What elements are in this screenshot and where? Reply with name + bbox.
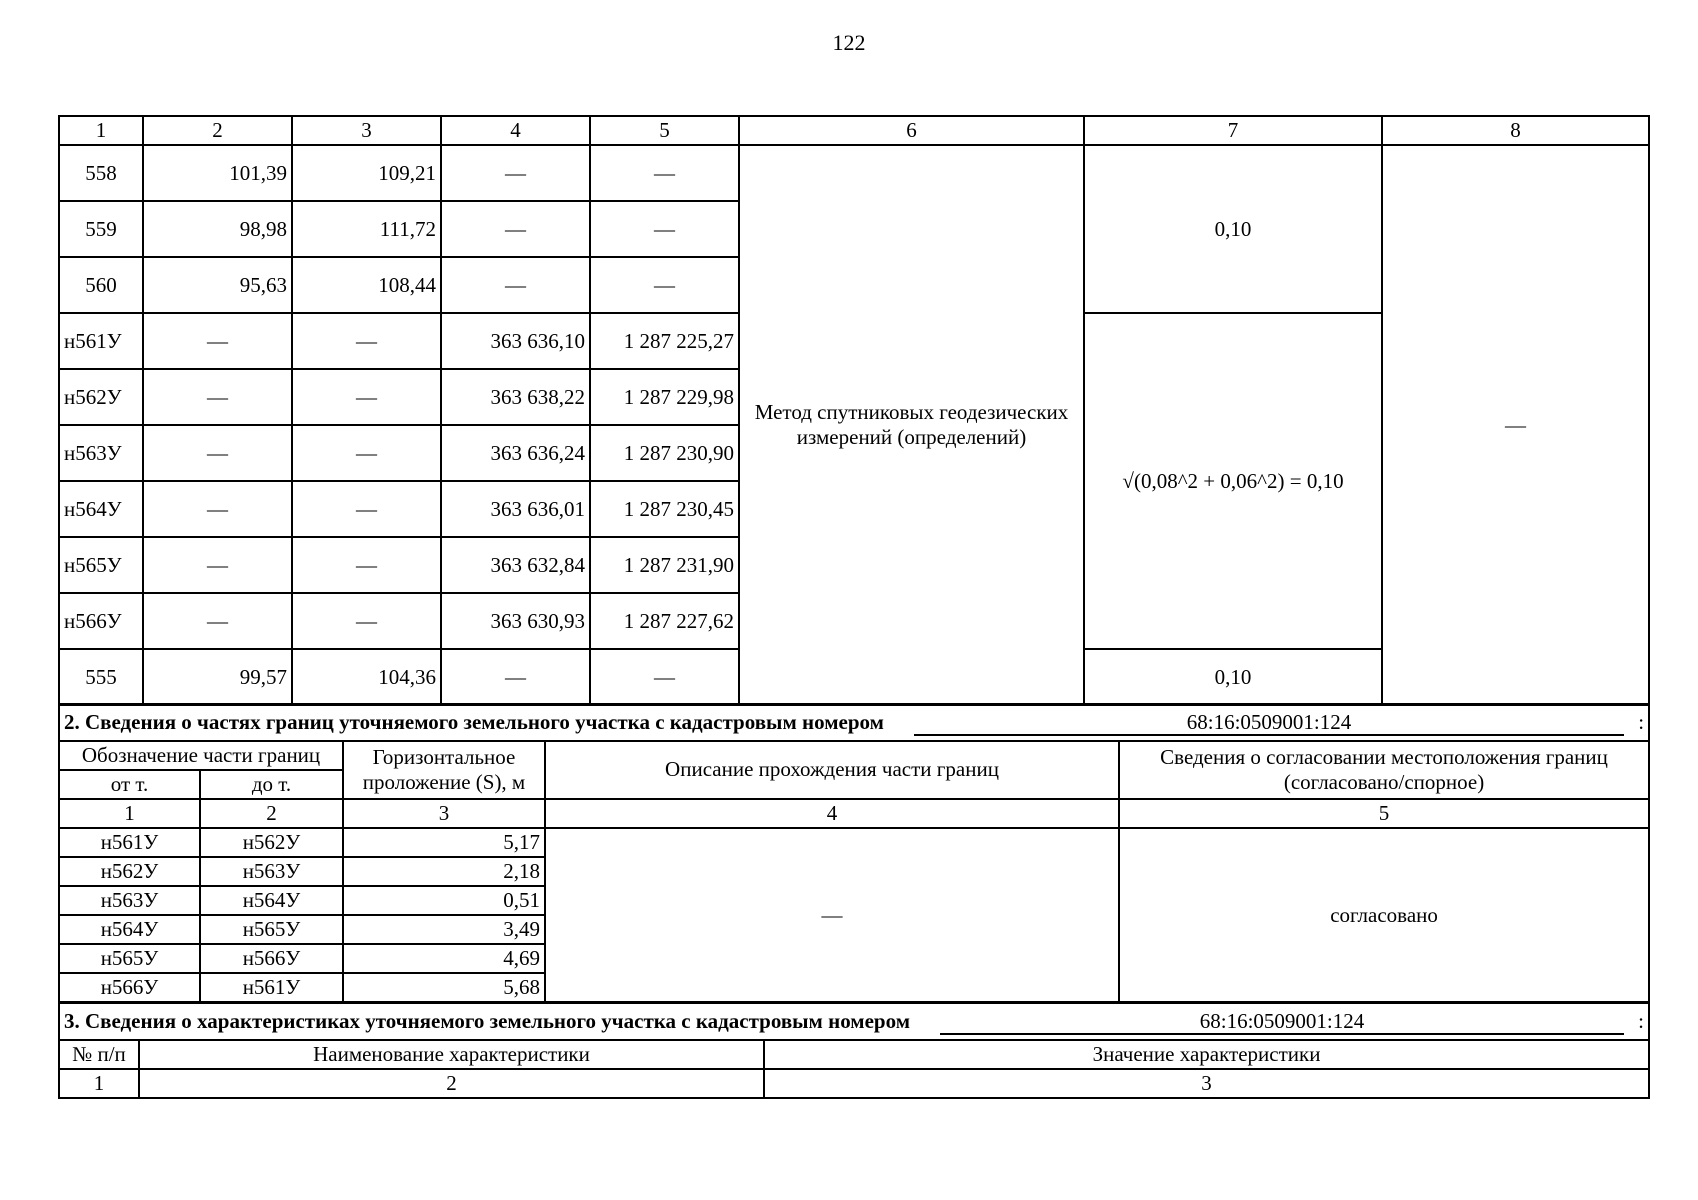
cell-value: 363 636,24: [441, 425, 590, 481]
cell-value: —: [590, 649, 739, 705]
col-header: 6: [739, 116, 1084, 145]
cell-value: 1 287 231,90: [590, 537, 739, 593]
cell-value: —: [292, 369, 441, 425]
cell-value: —: [292, 537, 441, 593]
cell-value: 104,36: [292, 649, 441, 705]
to-point: н564У: [200, 886, 343, 915]
cell-value: —: [143, 593, 292, 649]
boundary-parts-table: [58, 703, 1650, 1003]
table-row: [59, 828, 1649, 857]
col-number: 4: [545, 799, 1119, 828]
agreement-cell: согласовано: [1119, 828, 1649, 1002]
col-header: 3: [292, 116, 441, 145]
col-number: 2: [200, 799, 343, 828]
cell-value: 101,39: [143, 145, 292, 201]
header-from: от т.: [59, 770, 200, 799]
cell-value: 108,44: [292, 257, 441, 313]
cell-value: 1 287 230,45: [590, 481, 739, 537]
from-point: н564У: [59, 915, 200, 944]
header-distance: Горизонтальное проложение (S), м: [343, 741, 545, 799]
point-id: 559: [59, 201, 143, 257]
cell-value: 363 636,01: [441, 481, 590, 537]
from-point: н563У: [59, 886, 200, 915]
section2-col-numbers-row: [59, 799, 1649, 828]
point-id: н562У: [59, 369, 143, 425]
to-point: н561У: [200, 973, 343, 1002]
point-id: 558: [59, 145, 143, 201]
header-name: Наименование характеристики: [139, 1040, 764, 1069]
characteristics-table: [58, 1002, 1650, 1099]
from-point: н562У: [59, 857, 200, 886]
point-id: н561У: [59, 313, 143, 369]
col-header: 5: [590, 116, 739, 145]
cell-value: —: [292, 313, 441, 369]
col8-value: —: [1382, 145, 1649, 705]
cell-value: 363 630,93: [441, 593, 590, 649]
cell-value: 1 287 225,27: [590, 313, 739, 369]
distance: 0,51: [343, 886, 545, 915]
cell-value: —: [143, 537, 292, 593]
description-cell: —: [545, 828, 1119, 1002]
from-point: н561У: [59, 828, 200, 857]
from-point: н566У: [59, 973, 200, 1002]
cell-value: 1 287 229,98: [590, 369, 739, 425]
cell-value: 363 632,84: [441, 537, 590, 593]
col-number: 1: [59, 1069, 139, 1098]
method-cell: Метод спутниковых геодезических измерений (определений): [739, 145, 1084, 705]
cell-value: —: [143, 425, 292, 481]
col-header: 8: [1382, 116, 1649, 145]
col-header: 2: [143, 116, 292, 145]
col-number: 1: [59, 799, 200, 828]
section3-colon: :: [1638, 1009, 1645, 1033]
cell-value: 111,72: [292, 201, 441, 257]
point-id: н565У: [59, 537, 143, 593]
header-agreement: Сведения о согласовании местоположения границ (согласовано/спорное): [1119, 741, 1649, 799]
header-value: Значение характеристики: [764, 1040, 1649, 1069]
accuracy-middle: √(0,08^2 + 0,06^2) = 0,10: [1084, 313, 1382, 649]
section2-cadastral-number: 68:16:0509001:124: [914, 710, 1624, 736]
accuracy-bottom: 0,10: [1084, 649, 1382, 705]
cell-value: —: [292, 593, 441, 649]
distance: 2,18: [343, 857, 545, 886]
to-point: н563У: [200, 857, 343, 886]
distance: 5,68: [343, 973, 545, 1002]
cell-value: 95,63: [143, 257, 292, 313]
header-to: до т.: [200, 770, 343, 799]
cell-value: —: [143, 481, 292, 537]
cell-value: —: [441, 145, 590, 201]
section2-title: 2. Сведения о частях границ уточняемого земельного участка с кадастровым номером: [64, 710, 884, 734]
col-number: 3: [764, 1069, 1649, 1098]
cell-value: 99,57: [143, 649, 292, 705]
coordinates-table: [58, 115, 1650, 706]
cell-value: —: [441, 649, 590, 705]
cell-value: 1 287 227,62: [590, 593, 739, 649]
page-number: 122: [832, 30, 866, 55]
distance: 3,49: [343, 915, 545, 944]
point-id: н563У: [59, 425, 143, 481]
header-no: № п/п: [59, 1040, 139, 1069]
cell-value: —: [590, 257, 739, 313]
accuracy-top: 0,10: [1084, 145, 1382, 313]
point-id: н566У: [59, 593, 143, 649]
cell-value: —: [143, 313, 292, 369]
to-point: н566У: [200, 944, 343, 973]
cell-value: 98,98: [143, 201, 292, 257]
cell-value: 363 636,10: [441, 313, 590, 369]
section2-colon: :: [1638, 710, 1645, 734]
cell-value: —: [441, 257, 590, 313]
col-number: 3: [343, 799, 545, 828]
section2-title-row: [59, 704, 1649, 741]
section2-header-row: [59, 741, 1649, 770]
cell-value: —: [441, 201, 590, 257]
point-id: 560: [59, 257, 143, 313]
cell-value: 1 287 230,90: [590, 425, 739, 481]
coordinates-header-row: [59, 116, 1649, 145]
point-id: н564У: [59, 481, 143, 537]
col-number: 5: [1119, 799, 1649, 828]
cell-value: 109,21: [292, 145, 441, 201]
to-point: н562У: [200, 828, 343, 857]
cell-value: —: [292, 481, 441, 537]
col-number: 2: [139, 1069, 764, 1098]
cell-value: —: [292, 425, 441, 481]
distance: 5,17: [343, 828, 545, 857]
to-point: н565У: [200, 915, 343, 944]
cell-value: —: [590, 145, 739, 201]
header-description: Описание прохождения части границ: [545, 741, 1119, 799]
table-row: [59, 145, 1649, 201]
section3-title: 3. Сведения о характеристиках уточняемого земельного участка с кадастровым номером: [64, 1009, 911, 1033]
col-header: 7: [1084, 116, 1382, 145]
cell-value: —: [143, 369, 292, 425]
section3-header-row: [59, 1040, 1649, 1069]
point-id: 555: [59, 649, 143, 705]
distance: 4,69: [343, 944, 545, 973]
section3-cadastral-number: 68:16:0509001:124: [940, 1009, 1624, 1035]
col-header: 4: [441, 116, 590, 145]
header-designation: Обозначение части границ: [59, 741, 343, 770]
cell-value: 363 638,22: [441, 369, 590, 425]
section3-col-numbers-row: [59, 1069, 1649, 1098]
from-point: н565У: [59, 944, 200, 973]
col-header: 1: [59, 116, 143, 145]
cell-value: —: [590, 201, 739, 257]
section3-title-row: [59, 1003, 1649, 1040]
